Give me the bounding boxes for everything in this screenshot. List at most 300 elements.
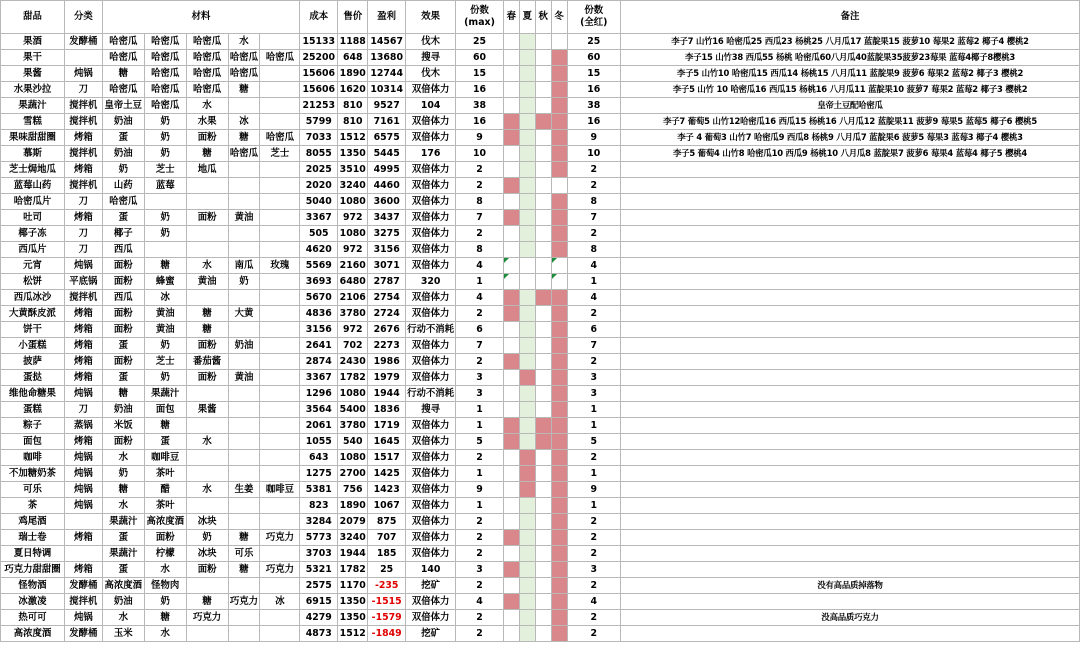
- cell-category[interactable]: 炖锅: [64, 66, 102, 82]
- cell-material[interactable]: 蛋: [102, 370, 144, 386]
- cell-material[interactable]: 奶: [144, 210, 186, 226]
- cell-category[interactable]: 炖锅: [64, 498, 102, 514]
- cell-category[interactable]: 炖锅: [64, 610, 102, 626]
- cell-material[interactable]: 冰块: [186, 514, 228, 530]
- cell-effect[interactable]: 双倍体力: [406, 130, 456, 146]
- cell-category[interactable]: 发酵桶: [64, 578, 102, 594]
- cell-spring[interactable]: [503, 386, 519, 402]
- cell-portions-red[interactable]: 2: [567, 162, 620, 178]
- header-profit[interactable]: 盈利: [368, 1, 406, 34]
- cell-material[interactable]: [228, 178, 260, 194]
- cell-material[interactable]: 糖: [186, 322, 228, 338]
- cell-portions-max[interactable]: 9: [456, 482, 504, 498]
- cell-notes[interactable]: [621, 290, 1080, 306]
- cell-spring[interactable]: [503, 530, 519, 546]
- cell-name[interactable]: 粽子: [1, 418, 65, 434]
- cell-material[interactable]: 奶: [144, 338, 186, 354]
- cell-notes[interactable]: [621, 306, 1080, 322]
- cell-summer[interactable]: [519, 114, 535, 130]
- cell-winter[interactable]: [551, 34, 567, 50]
- cell-notes[interactable]: 李子7 山竹16 哈密瓜25 西瓜23 杨桃25 八月瓜17 蓝靛果15 菠萝10 莓果2 蓝莓2 椰子4 樱桃2: [621, 34, 1080, 50]
- cell-material[interactable]: 黄油: [144, 306, 186, 322]
- cell-material[interactable]: 果蔬汁: [144, 386, 186, 402]
- cell-profit[interactable]: 2676: [368, 322, 406, 338]
- cell-cost[interactable]: 15606: [300, 66, 338, 82]
- cell-portions-max[interactable]: 8: [456, 194, 504, 210]
- cell-notes[interactable]: 没高品质巧克力: [621, 610, 1080, 626]
- cell-material[interactable]: [186, 290, 228, 306]
- cell-portions-max[interactable]: 7: [456, 338, 504, 354]
- cell-autumn[interactable]: [535, 82, 551, 98]
- cell-spring[interactable]: [503, 370, 519, 386]
- cell-cost[interactable]: 3367: [300, 370, 338, 386]
- cell-profit[interactable]: 1944: [368, 386, 406, 402]
- cell-notes[interactable]: [621, 370, 1080, 386]
- cell-price[interactable]: 1080: [338, 386, 368, 402]
- cell-price[interactable]: 702: [338, 338, 368, 354]
- cell-cost[interactable]: 823: [300, 498, 338, 514]
- cell-price[interactable]: 1080: [338, 194, 368, 210]
- cell-cost[interactable]: 25200: [300, 50, 338, 66]
- cell-category[interactable]: 搅拌机: [64, 98, 102, 114]
- cell-cost[interactable]: 2061: [300, 418, 338, 434]
- cell-portions-red[interactable]: 16: [567, 82, 620, 98]
- cell-portions-max[interactable]: 1: [456, 466, 504, 482]
- cell-winter[interactable]: [551, 386, 567, 402]
- cell-name[interactable]: 面包: [1, 434, 65, 450]
- cell-notes[interactable]: [621, 402, 1080, 418]
- cell-notes[interactable]: [621, 386, 1080, 402]
- cell-spring[interactable]: [503, 98, 519, 114]
- cell-autumn[interactable]: [535, 226, 551, 242]
- cell-profit[interactable]: 1517: [368, 450, 406, 466]
- cell-material[interactable]: 冰块: [186, 546, 228, 562]
- cell-autumn[interactable]: [535, 386, 551, 402]
- cell-portions-max[interactable]: 9: [456, 130, 504, 146]
- cell-material[interactable]: [260, 386, 300, 402]
- cell-portions-max[interactable]: 15: [456, 66, 504, 82]
- cell-portions-max[interactable]: 8: [456, 242, 504, 258]
- cell-spring[interactable]: [503, 546, 519, 562]
- cell-category[interactable]: [64, 50, 102, 66]
- cell-winter[interactable]: [551, 338, 567, 354]
- cell-material[interactable]: [260, 162, 300, 178]
- cell-material[interactable]: 奶: [102, 466, 144, 482]
- cell-material[interactable]: 蛋: [102, 210, 144, 226]
- cell-portions-max[interactable]: 1: [456, 274, 504, 290]
- cell-price[interactable]: 1944: [338, 546, 368, 562]
- cell-material[interactable]: [260, 322, 300, 338]
- cell-cost[interactable]: 5799: [300, 114, 338, 130]
- cell-spring[interactable]: [503, 82, 519, 98]
- cell-portions-max[interactable]: 25: [456, 34, 504, 50]
- cell-material[interactable]: 面粉: [186, 130, 228, 146]
- cell-material[interactable]: 糖: [144, 258, 186, 274]
- cell-name[interactable]: 松饼: [1, 274, 65, 290]
- cell-spring[interactable]: [503, 562, 519, 578]
- cell-material[interactable]: 水: [144, 562, 186, 578]
- cell-portions-red[interactable]: 4: [567, 594, 620, 610]
- cell-spring[interactable]: [503, 626, 519, 642]
- cell-material[interactable]: 糖: [186, 306, 228, 322]
- cell-profit[interactable]: 5445: [368, 146, 406, 162]
- cell-cost[interactable]: 21253: [300, 98, 338, 114]
- cell-portions-red[interactable]: 1: [567, 402, 620, 418]
- cell-material[interactable]: [228, 386, 260, 402]
- cell-spring[interactable]: [503, 194, 519, 210]
- cell-name[interactable]: 维他命糖果: [1, 386, 65, 402]
- cell-summer[interactable]: [519, 530, 535, 546]
- cell-material[interactable]: 奶油: [102, 594, 144, 610]
- cell-effect[interactable]: 双倍体力: [406, 546, 456, 562]
- cell-material[interactable]: 水: [186, 482, 228, 498]
- cell-price[interactable]: 1170: [338, 578, 368, 594]
- cell-price[interactable]: 1080: [338, 450, 368, 466]
- cell-portions-max[interactable]: 38: [456, 98, 504, 114]
- cell-material[interactable]: 哈密瓜: [228, 66, 260, 82]
- cell-material[interactable]: [186, 226, 228, 242]
- cell-autumn[interactable]: [535, 434, 551, 450]
- cell-winter[interactable]: [551, 98, 567, 114]
- cell-spring[interactable]: [503, 290, 519, 306]
- cell-material[interactable]: 山药: [102, 178, 144, 194]
- cell-portions-max[interactable]: 2: [456, 530, 504, 546]
- cell-spring[interactable]: [503, 466, 519, 482]
- cell-portions-red[interactable]: 2: [567, 578, 620, 594]
- cell-notes[interactable]: 皇帝土豆配哈密瓜: [621, 98, 1080, 114]
- cell-portions-max[interactable]: 2: [456, 610, 504, 626]
- cell-profit[interactable]: -1579: [368, 610, 406, 626]
- cell-winter[interactable]: [551, 354, 567, 370]
- cell-winter[interactable]: [551, 178, 567, 194]
- cell-name[interactable]: 热可可: [1, 610, 65, 626]
- cell-material[interactable]: [144, 194, 186, 210]
- cell-profit[interactable]: 1979: [368, 370, 406, 386]
- cell-material[interactable]: [260, 114, 300, 130]
- cell-name[interactable]: 果酒: [1, 34, 65, 50]
- cell-spring[interactable]: [503, 242, 519, 258]
- cell-category[interactable]: 烤箱: [64, 530, 102, 546]
- cell-price[interactable]: 1350: [338, 146, 368, 162]
- cell-spring[interactable]: [503, 402, 519, 418]
- cell-winter[interactable]: [551, 210, 567, 226]
- cell-winter[interactable]: [551, 418, 567, 434]
- cell-spring[interactable]: [503, 322, 519, 338]
- cell-material[interactable]: 蓝莓: [144, 178, 186, 194]
- cell-material[interactable]: 哈密瓜: [186, 66, 228, 82]
- cell-name[interactable]: 蓝莓山药: [1, 178, 65, 194]
- cell-profit[interactable]: 3156: [368, 242, 406, 258]
- cell-portions-max[interactable]: 10: [456, 146, 504, 162]
- cell-portions-red[interactable]: 8: [567, 194, 620, 210]
- cell-effect[interactable]: 搜寻: [406, 402, 456, 418]
- cell-name[interactable]: 西瓜冰沙: [1, 290, 65, 306]
- cell-material[interactable]: [228, 626, 260, 642]
- cell-notes[interactable]: [621, 162, 1080, 178]
- cell-cost[interactable]: 5040: [300, 194, 338, 210]
- cell-portions-red[interactable]: 3: [567, 370, 620, 386]
- cell-price[interactable]: 540: [338, 434, 368, 450]
- cell-portions-red[interactable]: 3: [567, 386, 620, 402]
- cell-category[interactable]: 搅拌机: [64, 114, 102, 130]
- cell-material[interactable]: 面粉: [102, 354, 144, 370]
- cell-profit[interactable]: 2787: [368, 274, 406, 290]
- cell-material[interactable]: 哈密瓜: [186, 34, 228, 50]
- cell-notes[interactable]: [621, 274, 1080, 290]
- cell-name[interactable]: 夏日特调: [1, 546, 65, 562]
- cell-category[interactable]: 烤箱: [64, 562, 102, 578]
- cell-summer[interactable]: [519, 354, 535, 370]
- cell-material[interactable]: 西瓜: [102, 290, 144, 306]
- cell-portions-max[interactable]: 2: [456, 578, 504, 594]
- cell-portions-red[interactable]: 1: [567, 274, 620, 290]
- cell-material[interactable]: 高浓度酒: [144, 514, 186, 530]
- cell-portions-max[interactable]: 2: [456, 626, 504, 642]
- cell-category[interactable]: 刀: [64, 402, 102, 418]
- cell-material[interactable]: 水: [186, 98, 228, 114]
- cell-profit[interactable]: -1515: [368, 594, 406, 610]
- cell-price[interactable]: 1080: [338, 226, 368, 242]
- cell-material[interactable]: 柠檬: [144, 546, 186, 562]
- cell-material[interactable]: [260, 578, 300, 594]
- cell-category[interactable]: 发酵桶: [64, 626, 102, 642]
- cell-cost[interactable]: 4279: [300, 610, 338, 626]
- cell-material[interactable]: 蛋: [102, 530, 144, 546]
- cell-name[interactable]: 芝士焗地瓜: [1, 162, 65, 178]
- cell-notes[interactable]: 李子5 山竹10 哈密瓜15 西瓜14 杨桃15 八月瓜11 蓝靛果9 菠萝6 莓果2 蓝莓2 椰子3 樱桃2: [621, 66, 1080, 82]
- cell-autumn[interactable]: [535, 578, 551, 594]
- cell-name[interactable]: 果干: [1, 50, 65, 66]
- cell-effect[interactable]: 双倍体力: [406, 290, 456, 306]
- cell-notes[interactable]: [621, 194, 1080, 210]
- cell-material[interactable]: 芝士: [260, 146, 300, 162]
- cell-category[interactable]: 搅拌机: [64, 594, 102, 610]
- cell-price[interactable]: 1890: [338, 498, 368, 514]
- cell-material[interactable]: [144, 242, 186, 258]
- cell-effect[interactable]: 双倍体力: [406, 514, 456, 530]
- cell-material[interactable]: 哈密瓜: [144, 50, 186, 66]
- cell-price[interactable]: 3780: [338, 306, 368, 322]
- cell-portions-red[interactable]: 4: [567, 258, 620, 274]
- cell-spring[interactable]: [503, 450, 519, 466]
- cell-autumn[interactable]: [535, 322, 551, 338]
- cell-portions-red[interactable]: 2: [567, 610, 620, 626]
- cell-summer[interactable]: [519, 194, 535, 210]
- cell-price[interactable]: 1350: [338, 594, 368, 610]
- cell-notes[interactable]: 李子15 山竹38 西瓜55 杨桃 哈密瓜60八月瓜40蓝靛果35菠萝23莓果 蓝莓4椰子8樱桃3: [621, 50, 1080, 66]
- cell-portions-red[interactable]: 9: [567, 482, 620, 498]
- cell-profit[interactable]: 10314: [368, 82, 406, 98]
- cell-material[interactable]: 水: [228, 34, 260, 50]
- cell-notes[interactable]: [621, 242, 1080, 258]
- cell-material[interactable]: 奶油: [228, 338, 260, 354]
- cell-portions-red[interactable]: 2: [567, 306, 620, 322]
- cell-notes[interactable]: [621, 498, 1080, 514]
- cell-name[interactable]: 蛋糕: [1, 402, 65, 418]
- cell-effect[interactable]: 双倍体力: [406, 82, 456, 98]
- cell-portions-red[interactable]: 38: [567, 98, 620, 114]
- cell-category[interactable]: 烤箱: [64, 354, 102, 370]
- cell-profit[interactable]: 12744: [368, 66, 406, 82]
- cell-price[interactable]: 6480: [338, 274, 368, 290]
- cell-winter[interactable]: [551, 146, 567, 162]
- cell-autumn[interactable]: [535, 466, 551, 482]
- cell-winter[interactable]: [551, 370, 567, 386]
- cell-autumn[interactable]: [535, 482, 551, 498]
- cell-notes[interactable]: [621, 514, 1080, 530]
- cell-notes[interactable]: [621, 546, 1080, 562]
- cell-portions-max[interactable]: 2: [456, 514, 504, 530]
- cell-category[interactable]: 刀: [64, 82, 102, 98]
- cell-price[interactable]: 1512: [338, 626, 368, 642]
- cell-name[interactable]: 咖啡: [1, 450, 65, 466]
- cell-portions-red[interactable]: 2: [567, 178, 620, 194]
- header-portions-red[interactable]: 份数 (全红): [567, 1, 620, 34]
- cell-effect[interactable]: 挖矿: [406, 626, 456, 642]
- cell-material[interactable]: [260, 626, 300, 642]
- cell-material[interactable]: [186, 386, 228, 402]
- cell-name[interactable]: 披萨: [1, 354, 65, 370]
- cell-material[interactable]: [260, 178, 300, 194]
- cell-winter[interactable]: [551, 130, 567, 146]
- cell-material[interactable]: 南瓜: [228, 258, 260, 274]
- cell-material[interactable]: 玫瑰: [260, 258, 300, 274]
- cell-cost[interactable]: 5569: [300, 258, 338, 274]
- cell-category[interactable]: 刀: [64, 242, 102, 258]
- cell-winter[interactable]: [551, 226, 567, 242]
- cell-name[interactable]: 果味甜甜圈: [1, 130, 65, 146]
- cell-category[interactable]: [64, 514, 102, 530]
- cell-material[interactable]: 高浓度酒: [102, 578, 144, 594]
- cell-price[interactable]: 3240: [338, 178, 368, 194]
- cell-winter[interactable]: [551, 482, 567, 498]
- cell-material[interactable]: 奶: [144, 370, 186, 386]
- cell-name[interactable]: 元宵: [1, 258, 65, 274]
- cell-material[interactable]: [228, 322, 260, 338]
- cell-material[interactable]: 面粉: [102, 274, 144, 290]
- cell-material[interactable]: [228, 162, 260, 178]
- cell-autumn[interactable]: [535, 178, 551, 194]
- cell-notes[interactable]: [621, 594, 1080, 610]
- cell-material[interactable]: 茶叶: [144, 466, 186, 482]
- cell-material[interactable]: 奶: [228, 274, 260, 290]
- cell-profit[interactable]: 2754: [368, 290, 406, 306]
- cell-portions-red[interactable]: 2: [567, 226, 620, 242]
- cell-autumn[interactable]: [535, 162, 551, 178]
- cell-portions-max[interactable]: 16: [456, 114, 504, 130]
- cell-portions-max[interactable]: 2: [456, 306, 504, 322]
- cell-summer[interactable]: [519, 242, 535, 258]
- cell-category[interactable]: 平底锅: [64, 274, 102, 290]
- cell-effect[interactable]: 双倍体力: [406, 482, 456, 498]
- cell-name[interactable]: 果酱: [1, 66, 65, 82]
- cell-effect[interactable]: 双倍体力: [406, 210, 456, 226]
- cell-name[interactable]: 大黄酥皮派: [1, 306, 65, 322]
- cell-material[interactable]: 糖: [144, 610, 186, 626]
- cell-effect[interactable]: 320: [406, 274, 456, 290]
- cell-category[interactable]: 炖锅: [64, 482, 102, 498]
- cell-portions-max[interactable]: 6: [456, 322, 504, 338]
- cell-portions-red[interactable]: 7: [567, 338, 620, 354]
- cell-material[interactable]: 黄油: [228, 370, 260, 386]
- cell-effect[interactable]: 双倍体力: [406, 114, 456, 130]
- cell-effect[interactable]: 行动不消耗: [406, 386, 456, 402]
- cell-category[interactable]: 烤箱: [64, 338, 102, 354]
- cell-summer[interactable]: [519, 98, 535, 114]
- cell-price[interactable]: 2430: [338, 354, 368, 370]
- cell-notes[interactable]: 李子7 葡萄5 山竹12哈密瓜16 西瓜15 杨桃16 八月瓜12 蓝靛果11 菠萝9 莓果5 蓝莓5 椰子6 樱桃5: [621, 114, 1080, 130]
- cell-material[interactable]: 奶: [144, 594, 186, 610]
- cell-autumn[interactable]: [535, 610, 551, 626]
- cell-portions-max[interactable]: 4: [456, 594, 504, 610]
- cell-material[interactable]: [228, 450, 260, 466]
- cell-category[interactable]: 刀: [64, 194, 102, 210]
- cell-profit[interactable]: 1719: [368, 418, 406, 434]
- cell-material[interactable]: 黄油: [228, 210, 260, 226]
- cell-autumn[interactable]: [535, 514, 551, 530]
- cell-name[interactable]: 水果沙拉: [1, 82, 65, 98]
- cell-material[interactable]: 糖: [228, 530, 260, 546]
- cell-material[interactable]: 咖啡豆: [144, 450, 186, 466]
- cell-notes[interactable]: [621, 562, 1080, 578]
- cell-cost[interactable]: 3284: [300, 514, 338, 530]
- cell-category[interactable]: [64, 546, 102, 562]
- cell-price[interactable]: 2700: [338, 466, 368, 482]
- cell-profit[interactable]: 2724: [368, 306, 406, 322]
- cell-material[interactable]: 哈密瓜: [228, 50, 260, 66]
- cell-material[interactable]: [260, 82, 300, 98]
- cell-name[interactable]: 茶: [1, 498, 65, 514]
- cell-material[interactable]: [260, 194, 300, 210]
- cell-spring[interactable]: [503, 418, 519, 434]
- cell-notes[interactable]: [621, 482, 1080, 498]
- cell-winter[interactable]: [551, 626, 567, 642]
- cell-spring[interactable]: [503, 114, 519, 130]
- cell-material[interactable]: [228, 514, 260, 530]
- cell-portions-max[interactable]: 2: [456, 162, 504, 178]
- cell-effect[interactable]: 双倍体力: [406, 178, 456, 194]
- cell-portions-red[interactable]: 16: [567, 114, 620, 130]
- cell-effect[interactable]: 双倍体力: [406, 194, 456, 210]
- cell-material[interactable]: 哈密瓜: [144, 34, 186, 50]
- cell-effect[interactable]: 双倍体力: [406, 226, 456, 242]
- cell-winter[interactable]: [551, 290, 567, 306]
- cell-autumn[interactable]: [535, 594, 551, 610]
- cell-price[interactable]: 5400: [338, 402, 368, 418]
- cell-profit[interactable]: 2273: [368, 338, 406, 354]
- cell-material[interactable]: 糖: [228, 130, 260, 146]
- cell-autumn[interactable]: [535, 34, 551, 50]
- cell-material[interactable]: [228, 498, 260, 514]
- cell-portions-max[interactable]: 3: [456, 562, 504, 578]
- cell-summer[interactable]: [519, 450, 535, 466]
- cell-material[interactable]: [260, 306, 300, 322]
- cell-summer[interactable]: [519, 226, 535, 242]
- cell-material[interactable]: 水: [186, 434, 228, 450]
- cell-material[interactable]: 醋: [144, 482, 186, 498]
- cell-material[interactable]: 生姜: [228, 482, 260, 498]
- cell-spring[interactable]: [503, 354, 519, 370]
- cell-material[interactable]: [260, 514, 300, 530]
- cell-cost[interactable]: 4873: [300, 626, 338, 642]
- cell-portions-max[interactable]: 3: [456, 386, 504, 402]
- cell-material[interactable]: [260, 274, 300, 290]
- cell-effect[interactable]: 伐木: [406, 66, 456, 82]
- cell-portions-red[interactable]: 3: [567, 562, 620, 578]
- cell-material[interactable]: 果蔬汁: [102, 514, 144, 530]
- cell-material[interactable]: 哈密瓜: [144, 82, 186, 98]
- cell-profit[interactable]: -235: [368, 578, 406, 594]
